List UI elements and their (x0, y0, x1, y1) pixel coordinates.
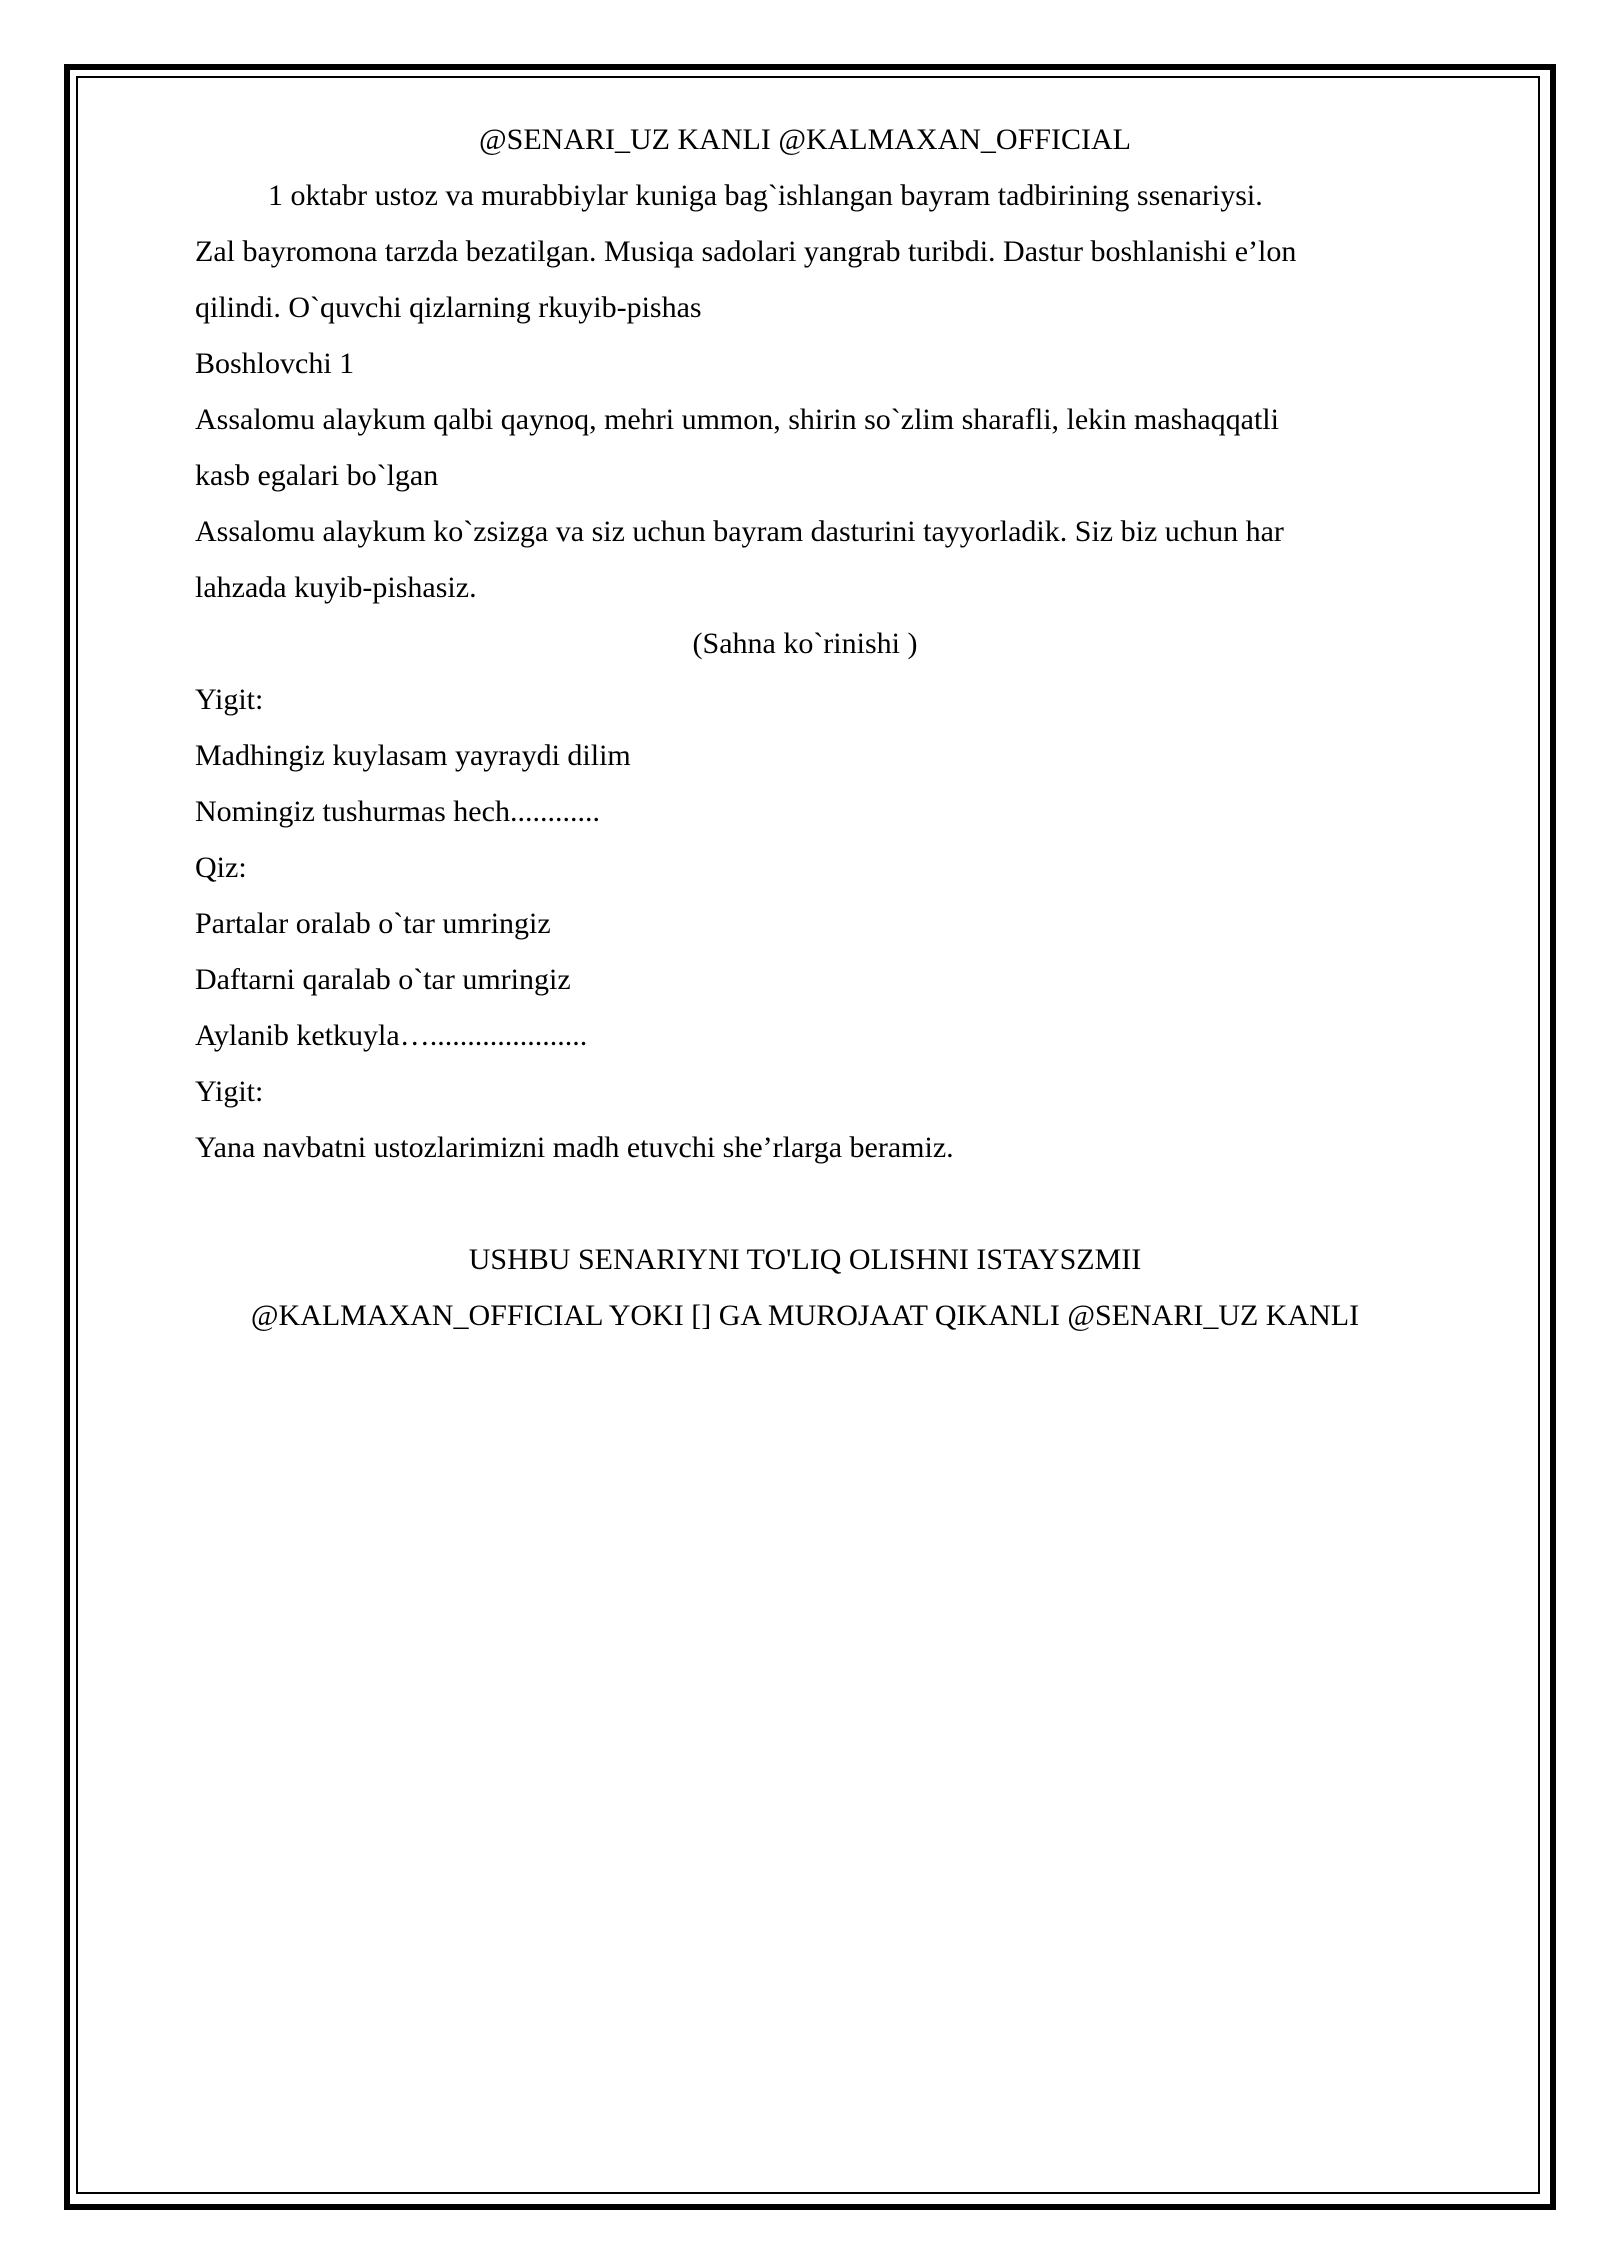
dialogue-line: Madhingiz kuylasam yayraydi dilim (195, 739, 631, 772)
intro-line: qilindi. O`quvchi qizlarning rkuyib-pishas (195, 291, 702, 324)
host-line: Assalomu alaykum qalbi qaynoq, mehri ummon, shirin so`zlim sharafli, lekin mashaqqatli (195, 403, 1279, 436)
document-body (195, 112, 1415, 1344)
speaker-label: Qiz: (195, 851, 247, 884)
blank-line (195, 1176, 1415, 1232)
scene-note: (Sahna ko`rinishi ) (692, 627, 918, 660)
host-line: kasb egalari bo`lgan (195, 459, 439, 492)
channel-header: @SENARI_UZ KANLI @KALMAXAN_OFFICIAL (479, 123, 1131, 156)
host-label: Boshlovchi 1 (195, 347, 355, 380)
footer-line: USHBU SENARIYNI TO'LIQ OLISHNI ISTAYSZMII (468, 1243, 1142, 1276)
dialogue-line: Nomingiz tushurmas hech............ (195, 795, 600, 828)
dialogue-line: Daftarni qaralab o`tar umringiz (195, 963, 571, 996)
speaker-label: Yigit: (195, 1075, 264, 1108)
footer-line: @KALMAXAN_OFFICIAL YOKI [] GA MUROJAAT QIKANLI @SENARI_UZ KANLI (250, 1299, 1360, 1332)
speaker-label: Yigit: (195, 683, 264, 716)
dialogue-line: Yana navbatni ustozlarimizni madh etuvchi she’rlarga beramiz. (195, 1131, 954, 1164)
host-line: Assalomu alaykum ko`zsizga va siz uchun bayram dasturini tayyorladik. Siz biz uchun har (195, 515, 1284, 548)
intro-line: Zal bayromona tarzda bezatilgan. Musiqa sadolari yangrab turibdi. Dastur boshlanishi e’lon (195, 235, 1297, 268)
dialogue-line: Aylanib ketkuyla…..................... (195, 1019, 588, 1052)
host-line: lahzada kuyib-pishasiz. (195, 571, 477, 604)
dialogue-line: Partalar oralab o`tar umringiz (195, 907, 551, 940)
document-title: 1 oktabr ustoz va murabbiylar kuniga bag`ishlangan bayram tadbirining ssenariysi. (268, 179, 1263, 212)
